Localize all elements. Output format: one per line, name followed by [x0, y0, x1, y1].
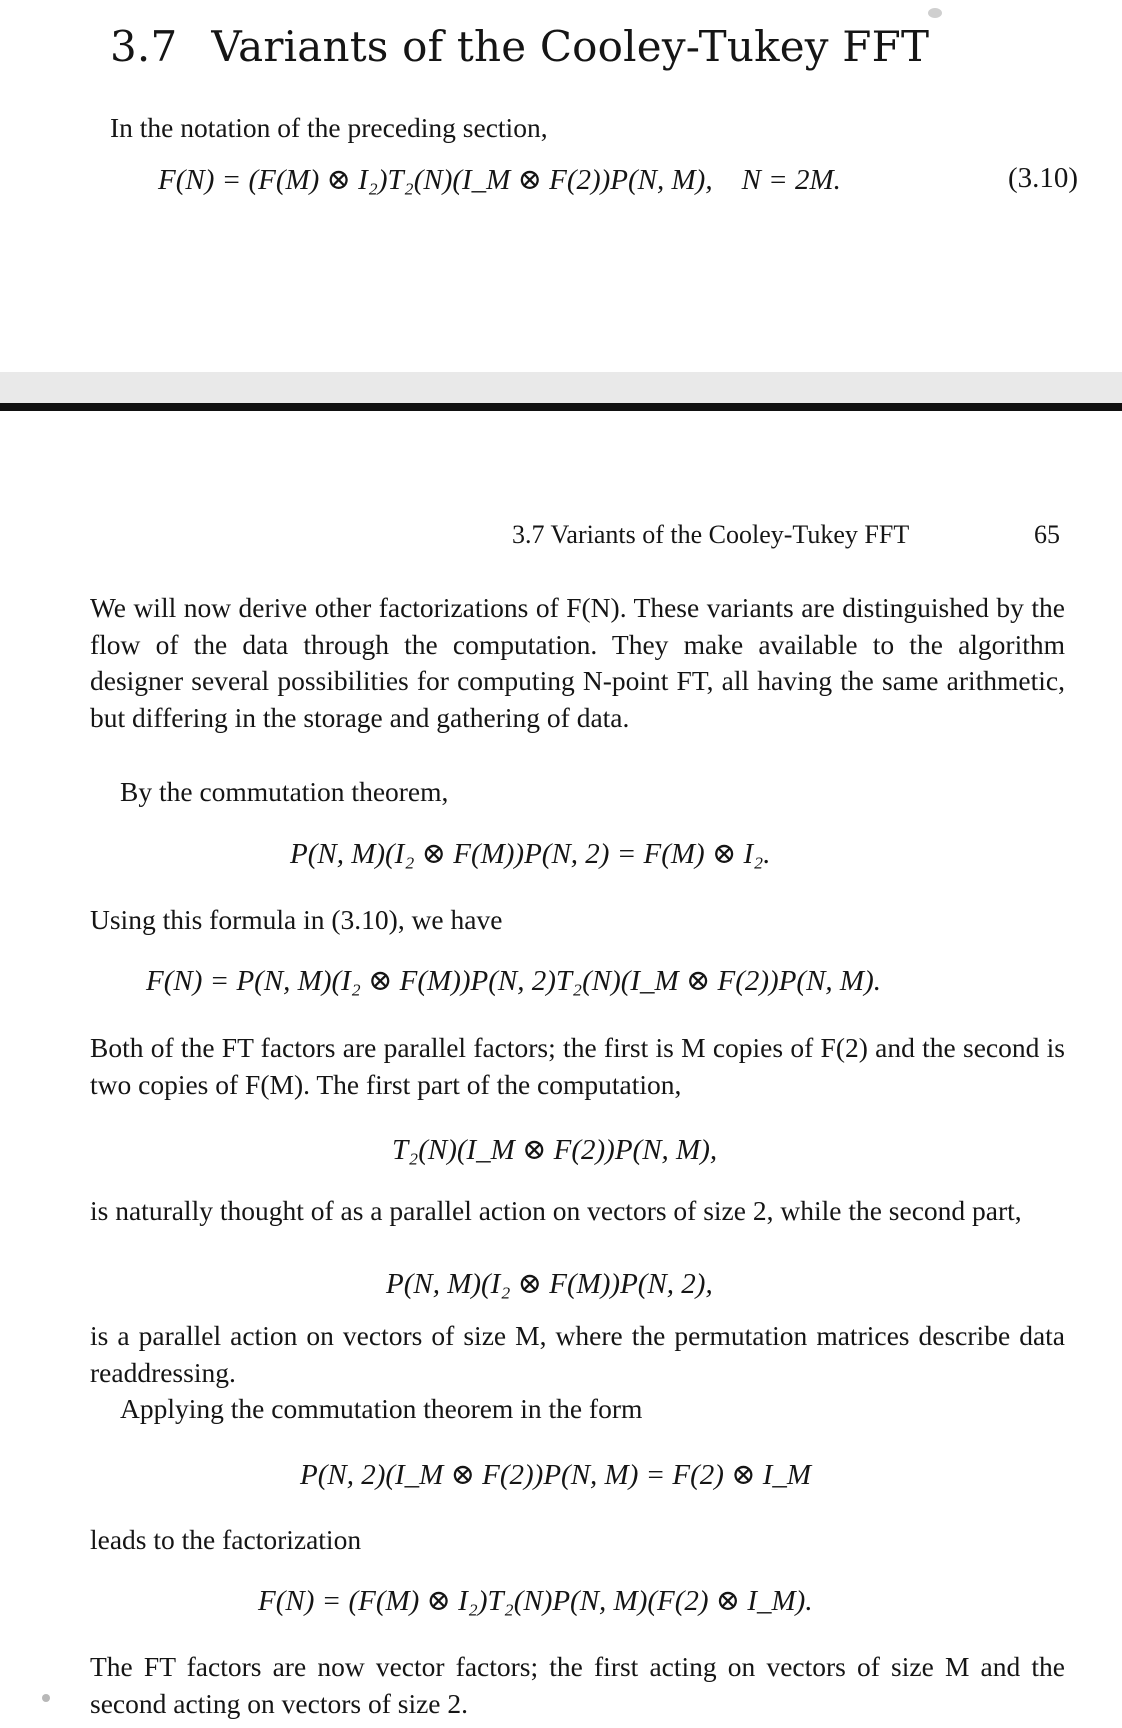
paragraph-6: is a parallel action on vectors of size M, where the permutation matrices describe data readdressing. — [90, 1320, 1065, 1388]
equation-3-10-label: (3.10) — [1008, 162, 1079, 194]
paper-speck — [928, 8, 942, 18]
paragraph-3: Using this formula in (3.10), we have — [90, 904, 503, 935]
paragraph-7: Applying the commutation theorem in the form — [120, 1393, 643, 1424]
page-divider — [0, 403, 1122, 411]
equation-first-part: T₂(N)(I_M ⊗ F(2))P(N, M), — [392, 1134, 718, 1166]
paragraph-5: is naturally thought of as a parallel action on vectors of size 2, while the second part, — [90, 1195, 1022, 1226]
running-head: 3.7 Variants of the Cooley-Tukey FFT — [512, 520, 910, 549]
equation-3-10: F(N) = (F(M) ⊗ I₂)T₂(N)(I_M ⊗ F(2))P(N, M), N = 2M. — [158, 164, 841, 196]
equation-commutation-form: P(N, 2)(I_M ⊗ F(2))P(N, M) = F(2) ⊗ I_M — [300, 1459, 812, 1491]
section-number: 3.7 — [110, 22, 178, 71]
paragraph-1: We will now derive other factorizations of F(N). These variants are distinguished by the flow of the data through the computation. They make available to the algorithm designer several possibilities for computing N-point FT, all having the same arithmetic, but differing in the storage and gathering of data. — [90, 592, 1065, 733]
equation-second-part: P(N, M)(I₂ ⊗ F(M))P(N, 2), — [386, 1268, 713, 1300]
paper-speck — [42, 1694, 50, 1702]
section-title: Variants of the Cooley-Tukey FFT — [211, 22, 930, 71]
equation-commutation: P(N, M)(I₂ ⊗ F(M))P(N, 2) = F(M) ⊗ I₂. — [290, 838, 771, 870]
equation-factorization-2: F(N) = (F(M) ⊗ I₂)T₂(N)P(N, M)(F(2) ⊗ I_M). — [258, 1585, 813, 1617]
page-number: 65 — [1034, 520, 1060, 549]
paragraph-2: By the commutation theorem, — [120, 776, 449, 807]
paragraph-8: leads to the factorization — [90, 1524, 362, 1555]
section-heading — [110, 22, 929, 71]
intro-text: In the notation of the preceding section, — [110, 112, 548, 143]
equation-factorization-1: F(N) = P(N, M)(I₂ ⊗ F(M))P(N, 2)T₂(N)(I_M ⊗ F(2))P(N, M). — [146, 965, 881, 997]
paragraph-4: Both of the FT factors are parallel factors; the first is M copies of F(2) and the second is two copies of F(M). The first part of the computation, — [90, 1032, 1065, 1100]
paragraph-9: The FT factors are now vector factors; the first acting on vectors of size M and the second acting on vectors of size 2. — [90, 1651, 1065, 1719]
page-gap — [0, 372, 1122, 404]
